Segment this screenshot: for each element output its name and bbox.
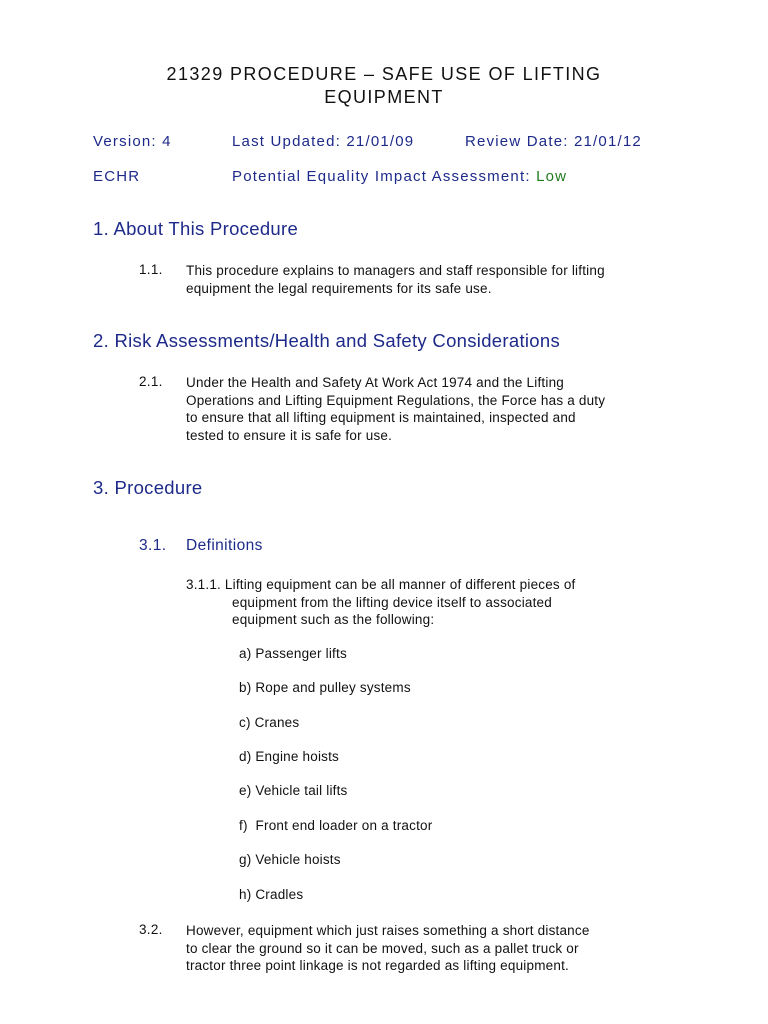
paragraph-1-1 — [186, 262, 605, 297]
title-line-2: EQUIPMENT — [324, 87, 444, 107]
list-item: b) Rope and pulley systems — [239, 680, 411, 695]
section-1-heading: 1. About This Procedure — [93, 218, 299, 239]
document-title — [100, 63, 668, 109]
paragraph-line: to clear the ground so it can be moved, such as a pallet truck or — [186, 940, 579, 956]
paragraph-line: However, equipment which just raises something a short distance — [186, 923, 590, 938]
subsection-3-1-number: 3.1. — [139, 537, 167, 554]
equality-assessment-value: Low — [536, 168, 568, 185]
list-item: h) Cradles — [239, 887, 304, 902]
title-line-1: 21329 PROCEDURE – SAFE USE OF LIFTING — [166, 64, 602, 84]
paragraph-line: equipment the legal requirements for its safe use. — [186, 280, 492, 296]
subsection-3-1-heading: Definitions — [186, 537, 263, 554]
paragraph-3-1-1 — [186, 576, 576, 629]
paragraph-line: This procedure explains to managers and staff responsible for lifting — [186, 263, 605, 278]
section-2-heading: 2. Risk Assessments/Health and Safety Considerations — [93, 330, 561, 351]
paragraph-line: 3.1.1. Lifting equipment can be all manner of different pieces of — [186, 577, 576, 592]
paragraph-line: Under the Health and Safety At Work Act 1974 and the Lifting — [186, 375, 564, 390]
list-item: a) Passenger lifts — [239, 646, 347, 661]
paragraph-line: Operations and Lifting Equipment Regulations, the Force has a duty — [186, 392, 606, 408]
list-item: d) Engine hoists — [239, 749, 340, 764]
paragraph-2-1 — [186, 374, 605, 444]
version-label: Version: 4 — [93, 133, 172, 150]
last-updated-label: Last Updated: 21/01/09 — [232, 133, 415, 150]
list-item: f) Front end loader on a tractor — [239, 818, 433, 833]
paragraph-3-2 — [186, 922, 590, 975]
paragraph-1-1-number: 1.1. — [139, 262, 163, 277]
list-item: c) Cranes — [239, 715, 300, 730]
paragraph-line: equipment such as the following: — [232, 612, 435, 627]
review-date-label: Review Date: 21/01/12 — [465, 133, 642, 150]
paragraph-3-2-number: 3.2. — [139, 922, 163, 937]
section-3-heading: 3. Procedure — [93, 477, 203, 498]
paragraph-line: tractor three point linkage is not regarded as lifting equipment. — [186, 958, 569, 973]
paragraph-line: tested to ensure it is safe for use. — [186, 427, 393, 443]
paragraph-2-1-number: 2.1. — [139, 374, 163, 389]
list-item: e) Vehicle tail lifts — [239, 783, 348, 798]
list-item: g) Vehicle hoists — [239, 852, 341, 867]
echr-label: ECHR — [93, 168, 141, 185]
paragraph-line: to ensure that all lifting equipment is maintained, inspected and — [186, 410, 576, 425]
equality-assessment — [232, 168, 567, 185]
paragraph-line: equipment from the lifting device itself to associated — [232, 594, 552, 610]
equality-assessment-label: Potential Equality Impact Assessment: — [232, 168, 531, 185]
